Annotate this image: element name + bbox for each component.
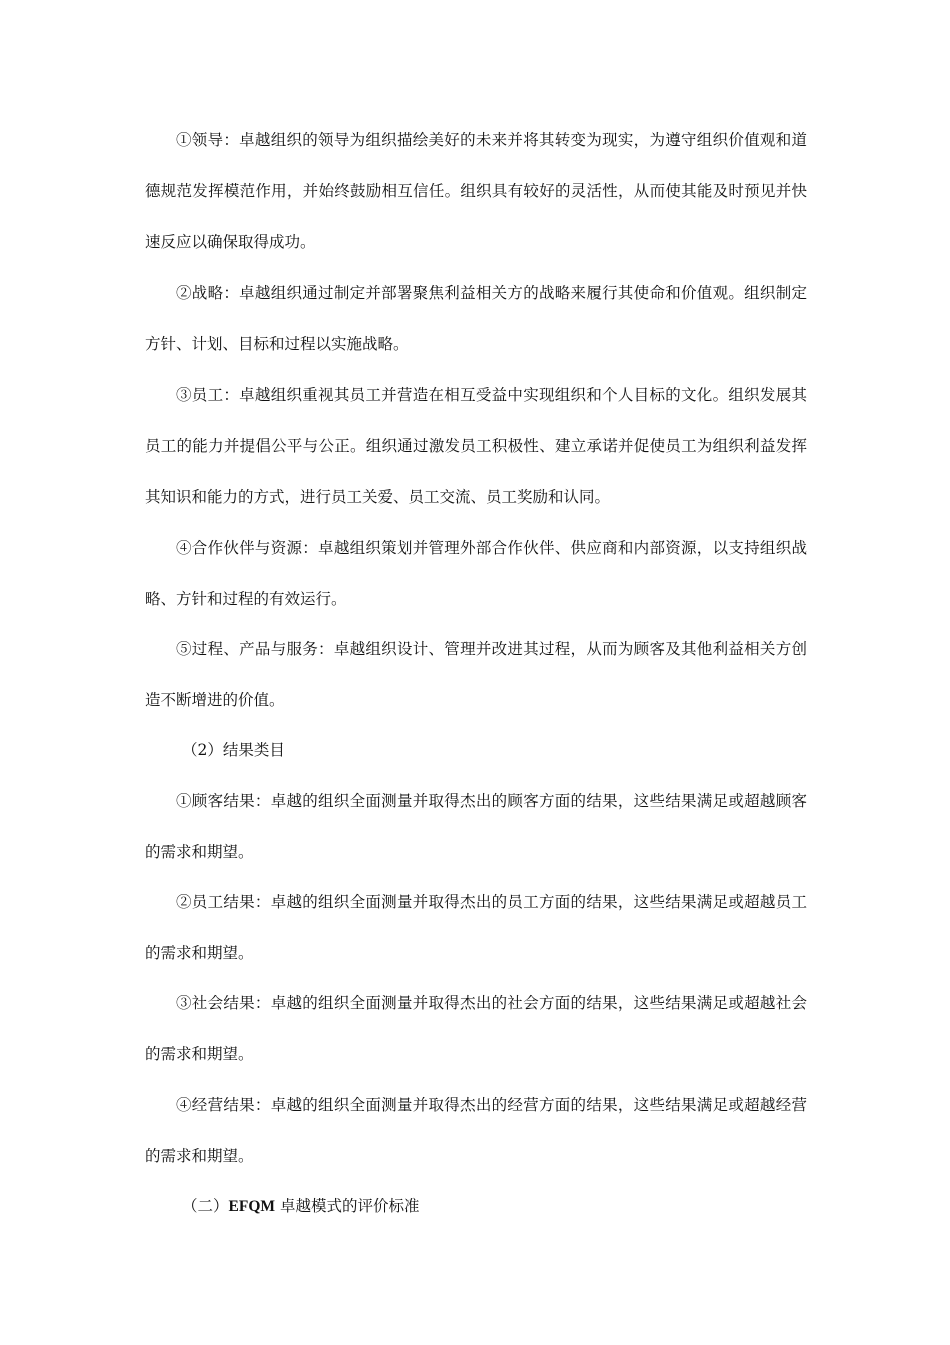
results-category-heading: （2）结果类目 xyxy=(182,741,285,759)
paragraph-people: ③员工：卓越组织重视其员工并营造在相互受益中实现组织和个人目标的文化。组织发展其员工的能力并提倡公平与公正。组织通过激发员工积极性、建立承诺并促使员工为组织利益发挥其知识和能力的方式，进行员工关爱、员工交流、员工奖励和认同。 xyxy=(145,386,807,506)
section-two-prefix: （二） xyxy=(182,1197,229,1215)
section-two-efqm: EFQM xyxy=(228,1198,276,1215)
section-two-suffix: 卓越模式的评价标准 xyxy=(275,1197,420,1215)
section-two-heading xyxy=(145,1181,807,1232)
paragraph-leadership: ①领导：卓越组织的领导为组织描绘美好的未来并将其转变为现实，为遵守组织价值观和道德规范发挥模范作用，并始终鼓励相互信任。组织具有较好的灵活性，从而使其能及时预见并快速反应以确保取得成功。 xyxy=(145,131,807,251)
paragraph-strategy: ②战略：卓越组织通过制定并部署聚焦利益相关方的战略来履行其使命和价值观。组织制定方针、计划、目标和过程以实施战略。 xyxy=(145,284,807,353)
paragraph-people-results: ②员工结果：卓越的组织全面测量并取得杰出的员工方面的结果，这些结果满足或超越员工的需求和期望。 xyxy=(145,893,807,962)
paragraph-business-results: ④经营结果：卓越的组织全面测量并取得杰出的经营方面的结果，这些结果满足或超越经营的需求和期望。 xyxy=(145,1096,807,1165)
paragraph-processes-products-services: ⑤过程、产品与服务：卓越组织设计、管理并改进其过程，从而为顾客及其他利益相关方创造不断增进的价值。 xyxy=(145,640,807,709)
paragraph-partnerships-resources: ④合作伙伴与资源：卓越组织策划并管理外部合作伙伴、供应商和内部资源，以支持组织战略、方针和过程的有效运行。 xyxy=(145,539,807,608)
paragraph-society-results: ③社会结果：卓越的组织全面测量并取得杰出的社会方面的结果，这些结果满足或超越社会的需求和期望。 xyxy=(145,994,807,1063)
paragraph-customer-results: ①顾客结果：卓越的组织全面测量并取得杰出的顾客方面的结果，这些结果满足或超越顾客的需求和期望。 xyxy=(145,792,807,861)
